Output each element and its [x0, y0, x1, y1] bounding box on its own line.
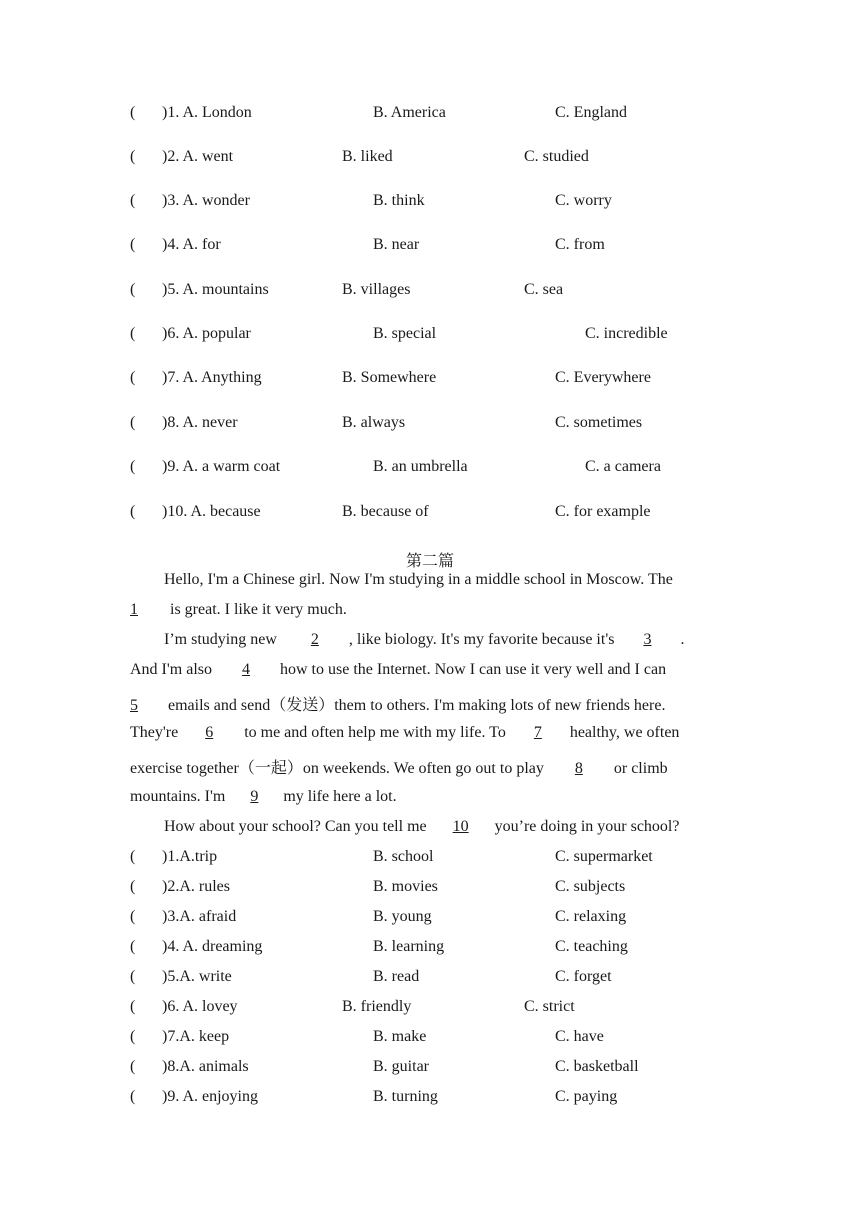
- question-option-c: C. strict: [524, 998, 575, 1015]
- question-option-b: B. read: [373, 968, 420, 985]
- question-option-b: B. turning: [373, 1088, 438, 1105]
- passage-line: [164, 818, 730, 836]
- question-option-c: C. have: [555, 1028, 604, 1045]
- question-option-b: B. always: [342, 414, 406, 431]
- question-option-c: C. sometimes: [555, 414, 643, 431]
- question-option-a: )1.A.trip: [162, 848, 218, 865]
- question-option-c: C. basketball: [555, 1058, 639, 1075]
- passage-text: to me and often help me with my life. To: [240, 724, 506, 741]
- passage-text: And I'm also: [130, 661, 212, 678]
- question-option-c: C. paying: [555, 1088, 618, 1105]
- answer-paren[interactable]: (: [130, 848, 136, 865]
- answer-paren[interactable]: (: [130, 878, 136, 895]
- question-option-b: B. liked: [342, 148, 393, 165]
- passage-text: you’re doing in your school?: [494, 818, 680, 835]
- question-option-a: )6. A. lovey: [162, 998, 238, 1015]
- blank-7[interactable]: 7: [533, 724, 542, 741]
- answer-paren[interactable]: (: [130, 414, 136, 431]
- answer-paren[interactable]: (: [130, 1028, 136, 1045]
- answer-paren[interactable]: (: [130, 325, 136, 342]
- blank-1[interactable]: 1: [130, 601, 138, 618]
- question-row: [130, 503, 730, 525]
- passage-line: [164, 631, 730, 649]
- answer-paren[interactable]: (: [130, 908, 136, 925]
- passage-text: mountains. I'm: [130, 788, 226, 805]
- answer-paren[interactable]: (: [130, 148, 136, 165]
- question-option-c: C. teaching: [555, 938, 628, 955]
- blank-10[interactable]: 10: [452, 818, 469, 835]
- question-option-b: B. America: [373, 104, 446, 121]
- passage-line: [130, 661, 730, 679]
- question-option-a: )2.A. rules: [162, 878, 230, 895]
- question-option-b: B. think: [373, 192, 425, 209]
- question-option-c: C. England: [555, 104, 627, 121]
- passage-text: I’m studying new: [164, 631, 281, 648]
- question-option-b: B. guitar: [373, 1058, 429, 1075]
- question-option-b: B. learning: [373, 938, 445, 955]
- answer-paren[interactable]: (: [130, 1088, 136, 1105]
- passage-text: or climb: [613, 760, 668, 777]
- question-row: [130, 104, 730, 126]
- question-row: [130, 938, 730, 960]
- question-row: [130, 325, 730, 347]
- question-option-c: C. studied: [524, 148, 589, 165]
- passage-text: my life here a lot.: [283, 788, 397, 805]
- question-option-b: B. an umbrella: [373, 458, 468, 475]
- passage-text: is great. I like it very much.: [166, 601, 347, 618]
- question-option-b: B. young: [373, 908, 432, 925]
- answer-paren[interactable]: (: [130, 281, 136, 298]
- question-option-c: C. sea: [524, 281, 564, 298]
- question-row: [130, 192, 730, 214]
- question-option-b: B. near: [373, 236, 420, 253]
- question-option-b: B. make: [373, 1028, 427, 1045]
- question-option-a: )2. A. went: [162, 148, 234, 165]
- passage-text: healthy, we often: [569, 724, 680, 741]
- question-option-b: B. because of: [342, 503, 429, 520]
- passage-line: [130, 755, 730, 778]
- passage-text: .: [680, 631, 685, 648]
- answer-paren[interactable]: (: [130, 458, 136, 475]
- question-option-a: )9. A. a warm coat: [162, 458, 281, 475]
- question-option-c: C. a camera: [585, 458, 661, 475]
- question-row: [130, 968, 730, 990]
- question-option-a: )5. A. mountains: [162, 281, 269, 298]
- question-row: [130, 414, 730, 436]
- question-row: [130, 281, 730, 303]
- answer-paren[interactable]: (: [130, 104, 136, 121]
- question-row: [130, 908, 730, 930]
- question-option-a: )8. A. never: [162, 414, 238, 431]
- answer-paren[interactable]: (: [130, 938, 136, 955]
- question-row: [130, 369, 730, 391]
- question-option-b: B. friendly: [342, 998, 412, 1015]
- passage-text: how to use the Internet. Now I can use it very well and I can: [279, 661, 667, 678]
- passage-line: [130, 692, 730, 715]
- question-option-a: )5.A. write: [162, 968, 232, 985]
- answer-paren[interactable]: (: [130, 503, 136, 520]
- question-option-c: C. subjects: [555, 878, 626, 895]
- blank-5[interactable]: 5: [130, 697, 138, 714]
- question-row: [130, 848, 730, 870]
- question-row: [130, 236, 730, 258]
- blank-2[interactable]: 2: [310, 631, 319, 648]
- question-row: [130, 458, 730, 480]
- blank-9[interactable]: 9: [250, 788, 259, 805]
- question-option-c: C. relaxing: [555, 908, 627, 925]
- passage-text: How about your school? Can you tell me: [164, 818, 427, 835]
- question-option-c: C. forget: [555, 968, 612, 985]
- passage-text: They're: [130, 724, 179, 741]
- question-option-b: B. school: [373, 848, 434, 865]
- passage-line: [130, 601, 730, 619]
- question-option-a: )7. A. Anything: [162, 369, 262, 386]
- question-option-a: )3. A. wonder: [162, 192, 250, 209]
- answer-paren[interactable]: (: [130, 1058, 136, 1075]
- question-option-a: )1. A. London: [162, 104, 252, 121]
- question-option-c: C. supermarket: [555, 848, 653, 865]
- answer-paren[interactable]: (: [130, 998, 136, 1015]
- question-option-c: C. incredible: [585, 325, 668, 342]
- question-row: [130, 1088, 730, 1110]
- passage-text: , like biology. It's my favorite because it's: [348, 631, 615, 648]
- blank-3[interactable]: 3: [643, 631, 652, 648]
- question-row: [130, 1058, 730, 1080]
- question-option-c: C. worry: [555, 192, 612, 209]
- question-option-c: C. for example: [555, 503, 651, 520]
- passage-text: Hello, I'm a Chinese girl. Now I'm studying in a middle school in Moscow. The: [164, 571, 673, 588]
- passage-line: [130, 788, 730, 806]
- question-option-b: B. special: [373, 325, 437, 342]
- question-row: [130, 148, 730, 170]
- section-title: 第二篇: [405, 553, 454, 570]
- question-option-a: )4. A. dreaming: [162, 938, 263, 955]
- question-option-a: )3.A. afraid: [162, 908, 237, 925]
- blank-8[interactable]: 8: [574, 760, 583, 777]
- blank-6[interactable]: 6: [205, 724, 214, 741]
- question-option-b: B. villages: [342, 281, 411, 298]
- question-option-a: )7.A. keep: [162, 1028, 230, 1045]
- question-option-a: )9. A. enjoying: [162, 1088, 258, 1105]
- answer-paren[interactable]: (: [130, 968, 136, 985]
- question-row: [130, 878, 730, 900]
- question-option-b: B. movies: [373, 878, 438, 895]
- blank-4[interactable]: 4: [241, 661, 250, 678]
- question-option-a: )4. A. for: [162, 236, 221, 253]
- question-row: [130, 1028, 730, 1050]
- answer-paren[interactable]: (: [130, 236, 136, 253]
- answer-paren[interactable]: (: [130, 369, 136, 386]
- question-option-c: C. from: [555, 236, 605, 253]
- answer-paren[interactable]: (: [130, 192, 136, 209]
- question-row: [130, 998, 730, 1020]
- passage-text: emails and send（发送）them to others. I'm making lots of new friends here.: [168, 697, 666, 714]
- question-option-c: C. Everywhere: [555, 369, 651, 386]
- passage-text: exercise together（一起）on weekends. We often go out to play: [130, 760, 544, 777]
- question-option-b: B. Somewhere: [342, 369, 437, 386]
- question-option-a: )10. A. because: [162, 503, 261, 520]
- passage-line: [164, 571, 730, 589]
- question-option-a: )8.A. animals: [162, 1058, 249, 1075]
- passage-line: [130, 724, 730, 742]
- question-option-a: )6. A. popular: [162, 325, 251, 342]
